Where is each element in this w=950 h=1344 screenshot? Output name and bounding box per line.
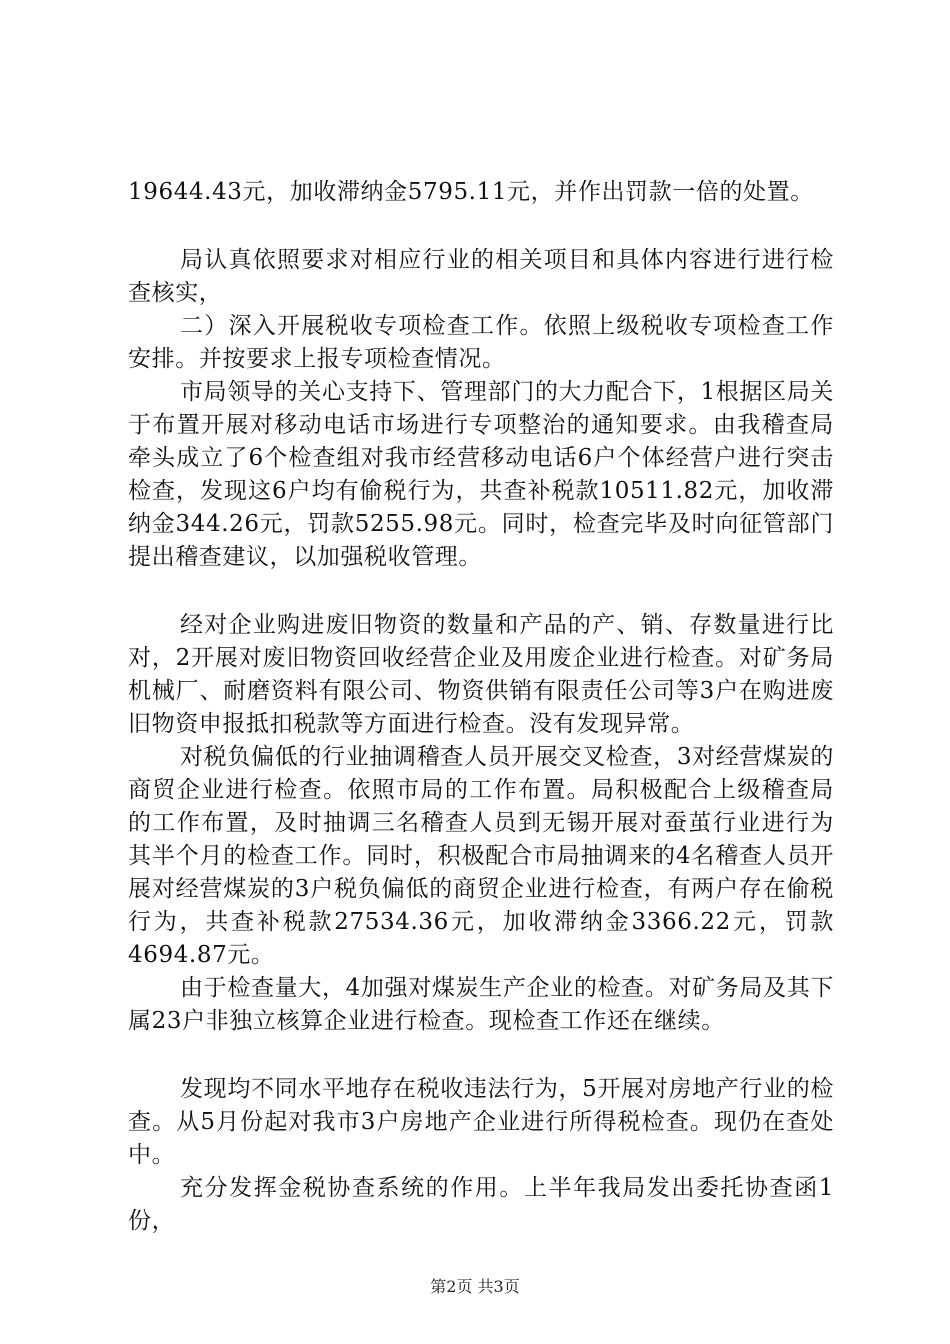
paragraph-spacer xyxy=(128,1038,834,1073)
paragraph-spacer xyxy=(128,574,834,609)
paragraph-6: 对税负偏低的行业抽调稽查人员开展交叉检查，3对经营煤炭的商贸企业进行检查。依照市局的工作布置。局积极配合上级稽查局的工作布置，及时抽调三名稽查人员到无锡开展对蚕茧行业进行为其半个月的检查工作。同时，积极配合市局抽调来的4名稽查人员开展对经营煤炭的3户税负偏低的商贸企业进行检查，有两户存在偷税行为，共查补税款27534.36元，加收滞纳金3366.22元，罚款4694.87元。 xyxy=(128,744,834,968)
paragraph-1: 19644.43元，加收滞纳金5795.11元，并作出罚款一倍的处置。 xyxy=(128,179,814,205)
document-body xyxy=(128,176,834,1238)
paragraph-4: 市局领导的关心支持下、管理部门的大力配合下，1根据区局关于布置开展对移动电话市场进行专项整治的通知要求。由我稽查局牵头成立了6个检查组对我市经营移动电话6户个体经营户进行突击检查，发现这6户均有偷税行为，共查补税款10511.82元，加收滞纳金344.26元，罚款5255.98元。同时，检查完毕及时向征管部门提出稽查建议，以加强税收管理。 xyxy=(128,379,834,570)
paragraph-7: 由于检查量大，4加强对煤炭生产企业的检查。对矿务局及其下属23户非独立核算企业进行检查。现检查工作还在继续。 xyxy=(128,975,834,1034)
paragraph-spacer xyxy=(128,209,834,244)
page-footer: 第2页 共3页 xyxy=(430,1277,520,1296)
paragraph-9: 充分发挥金税协查系统的作用。上半年我局发出委托协查函1份， xyxy=(128,1175,834,1234)
paragraph-5: 经对企业购进废旧物资的数量和产品的产、销、存数量进行比对，2开展对废旧物资回收经营企业及用废企业进行检查。对矿务局机械厂、耐磨资料有限公司、物资供销有限责任公司等3户在购进废旧物资申报抵扣税款等方面进行检查。没有发现异常。 xyxy=(128,612,834,737)
paragraph-8: 发现均不同水平地存在税收违法行为，5开展对房地产行业的检查。从5月份起对我市3户房地产企业进行所得税检查。现仍在查处中。 xyxy=(128,1076,834,1168)
paragraph-2: 局认真依照要求对相应行业的相关项目和具体内容进行进行检查核实， xyxy=(128,247,834,306)
paragraph-3: 二）深入开展税收专项检查工作。依照上级税收专项检查工作安排。并按要求上报专项检查情况。 xyxy=(128,313,834,372)
